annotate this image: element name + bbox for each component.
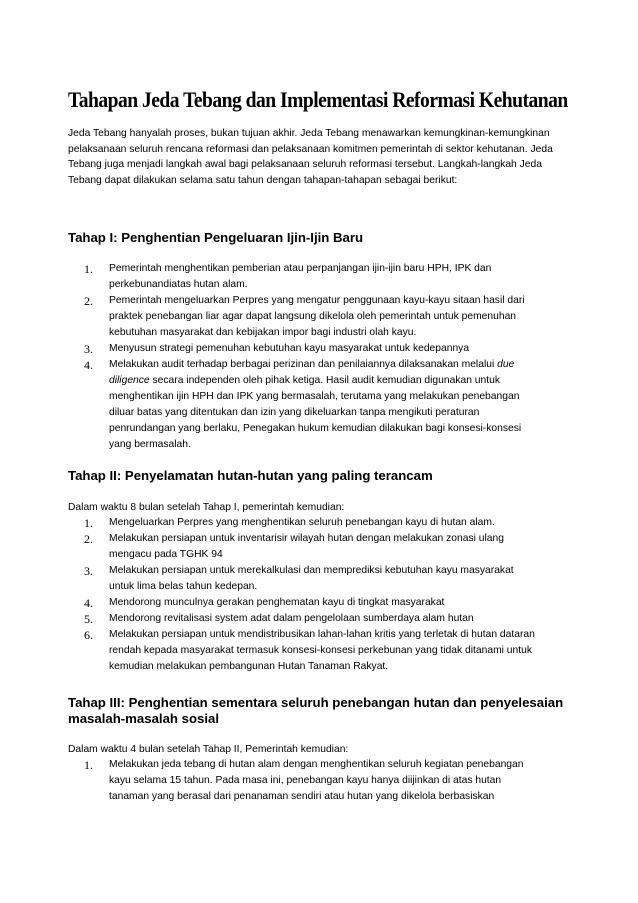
list-item-number: 2. — [84, 532, 93, 546]
list-item — [84, 357, 536, 453]
list-item-text: Melakukan persiapan untuk mendistribusikan lahan-lahan kritis yang terletak di hutan dataran rendah kepada masyarakat termasuk konsesi-konsesi perkebunan yang tidak ditanami untuk kemudian melakukan pembangunan Hutan Tanaman Rakyat. — [109, 629, 535, 672]
list-item — [84, 595, 536, 611]
list-item — [84, 757, 536, 805]
list-item-text: Melakukan persiapan untuk inventarisir wilayah hutan dengan melakukan zonasi ulang mengacu pada TGHK 94 — [109, 533, 504, 560]
list-item-text — [109, 359, 521, 450]
list-item-text-italic: due diligence — [109, 359, 515, 386]
list-item-text: Mendorong munculnya gerakan penghematan kayu di tingkat masyarakat — [109, 597, 445, 608]
list-item — [84, 261, 536, 293]
list-item — [84, 293, 536, 341]
list-item-text: Mengeluarkan Perpres yang menghentikan seluruh penebangan kayu di hutan alam. — [109, 517, 495, 528]
list-item-number: 5. — [84, 612, 93, 626]
list-item-number: 1. — [84, 262, 93, 276]
intro-paragraph: Jeda Tebang hanyalah proses, bukan tujuan akhir. Jeda Tebang menawarkan kemungkinan-kemungkinan pelaksanaan seluruh rencana reformasi dan pelaksanaan komitmen pemerintah di sektor kehutanan. Jeda Tebang juga menjadi langkah awal bagi pelaksanaan seluruh reformasi tersebut. Langkah-langkah Jeda Tebang dapat dilakukan selama satu tahun dengan tahapan-tahapan sebagai berikut: — [68, 128, 553, 186]
list-item — [84, 515, 536, 531]
list-item-number: 1. — [84, 758, 93, 772]
stage-1-heading: Tahap I: Penghentian Pengeluaran Ijin-Ijin Baru — [68, 230, 364, 245]
list-item-number: 4. — [84, 596, 93, 610]
stage-3-list — [84, 757, 536, 805]
list-item-text: Mendorong revitalisasi system adat dalam pengelolaan sumberdaya alam hutan — [109, 613, 474, 624]
stage-2-heading: Tahap II: Penyelamatan hutan-hutan yang paling terancam — [68, 468, 433, 483]
stage-3-intro: Dalam waktu 4 bulan setelah Tahap II, Pemerintah kemudian: — [68, 744, 349, 755]
list-item-text: Pemerintah mengeluarkan Perpres yang mengatur penggunaan kayu-kayu sitaan hasil dari praktek penebangan liar agar dapat langsung dikelola oleh pemerintah untuk pemenuhan kebutuhan masyarakat dan kebijakan impor bagi industri olah kayu. — [109, 295, 525, 338]
list-item — [84, 627, 536, 675]
list-item — [84, 563, 536, 595]
list-item-number: 3. — [84, 564, 93, 578]
list-item-text: Melakukan persiapan untuk merekalkulasi dan memprediksi kebutuhan kayu masyarakat untuk lima belas tahun kedepan. — [109, 565, 514, 592]
list-item-text: Menyusun strategi pemenuhan kebutuhan kayu masyarakat untuk kedepannya — [109, 343, 470, 354]
document-title: Tahapan Jeda Tebang dan Implementasi Reformasi Kehutanan — [68, 87, 568, 112]
list-item-text-part: secara independen oleh pihak ketiga. Hasil audit kemudian digunakan untuk menghentikan ijin HPH dan IPK yang bermasalah, terutama yang melakukan penebangan diluar batas yang ditentukan dan izin yang dikeluarkan tanpa mengikuti peraturan penrundangan yang berlaku, Penegakan hukum kemudian dilakukan bagi konsesi-konsesi yang bermasalah. — [109, 375, 522, 450]
list-item-text-part: Melakukan audit terhadap berbagai perizinan dan penilaiannya dilaksanakan melalui — [109, 359, 498, 370]
list-item-text: Pemerintah menghentikan pemberian atau perpanjangan ijin-ijin baru HPH, IPK dan perkebunandiatas hutan alam. — [109, 263, 492, 290]
list-item-number: 4. — [84, 358, 93, 372]
list-item — [84, 341, 536, 357]
stage-2-list — [84, 515, 536, 675]
stage-3-heading: Tahap III: Penghentian sementara seluruh penebangan hutan dan penyelesaian masalah-masalah sosial — [68, 695, 564, 726]
list-item-number: 1. — [84, 516, 93, 530]
list-item-number: 2. — [84, 294, 93, 308]
list-item — [84, 531, 536, 563]
list-item-text: Melakukan jeda tebang di hutan alam dengan menghentikan seluruh kegiatan penebangan kayu selama 15 tahun. Pada masa ini, penebangan kayu hanya diijinkan di atas hutan tanaman yang berasal dari penanaman sendiri atau hutan yang dikelola berbasiskan — [109, 759, 524, 802]
stage-2-intro: Dalam waktu 8 bulan setelah Tahap I, pemerintah kemudian: — [68, 502, 345, 513]
list-item — [84, 611, 536, 627]
stage-1-list — [84, 261, 536, 453]
list-item-number: 6. — [84, 628, 93, 642]
list-item-number: 3. — [84, 342, 93, 356]
